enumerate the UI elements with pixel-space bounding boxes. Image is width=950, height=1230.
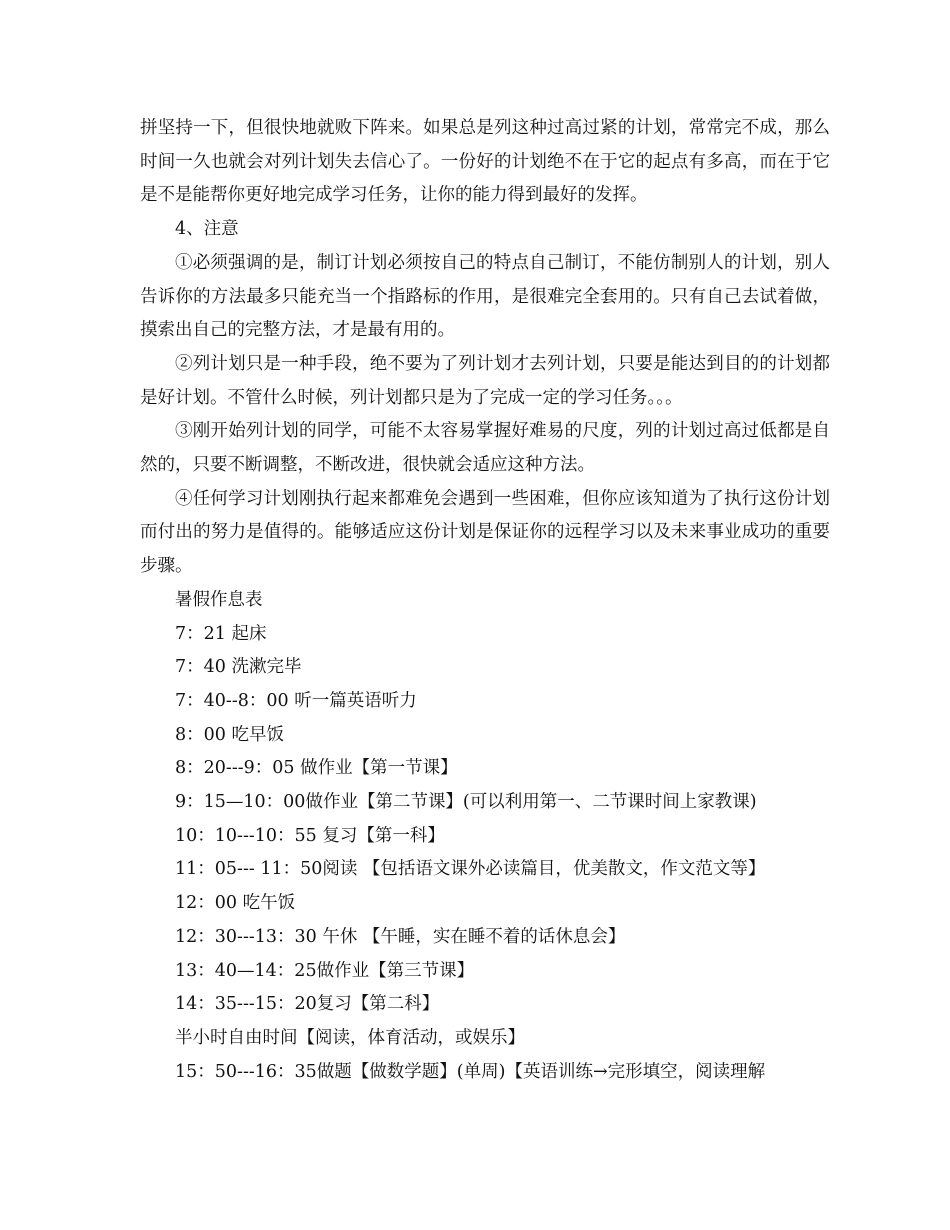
schedule-line: 10：10---10：55 复习【第一科】: [175, 825, 445, 846]
note-paragraph-1: ①必须强调的是，制订计划必须按自己的特点自己制订，不能仿制别人的计划，别人告诉你的方法最多只能充当一个指路标的作用，是很难完全套用的。只有自己去试着做，摸索出自己的完整方法，才是最有用的。: [140, 252, 830, 341]
schedule-line: 11：05--- 11：50阅读 【包括语文课外必读篇目，优美散文，作文范文等】: [175, 859, 766, 880]
schedule-line: 半小时自由时间【阅读，体育活动，或娱乐】: [175, 1027, 525, 1048]
schedule-line: 7：40--8：00 听一篇英语听力: [175, 690, 417, 711]
schedule-line: 12：30---13：30 午休 【午睡，实在睡不着的话休息会】: [175, 926, 626, 947]
schedule-title: 暑假作息表: [175, 589, 263, 610]
note-paragraph-2: ②列计划只是一种手段，绝不要为了列计划才去列计划，只要是能达到目的的计划都是好计划。不管什么时候，列计划都只是为了完成一定的学习任务。。。: [140, 353, 830, 408]
note-paragraph-4: ④任何学习计划刚执行起来都难免会遇到一些困难，但你应该知道为了执行这份计划而付出的努力是值得的。能够适应这份计划是保证你的远程学习以及未来事业成功的重要步骤。: [140, 488, 830, 577]
continuation-paragraph: 拼坚持一下，但很快地就败下阵来。如果总是列这种过高过紧的计划，常常完不成，那么时间一久也就会对列计划失去信心了。一份好的计划绝不在于它的起点有多高，而在于它是不是能帮你更好地完成学习任务，让你的能力得到最好的发挥。: [140, 118, 830, 206]
schedule-line: 12：00 吃午饭: [175, 893, 296, 914]
schedule-line: 15：50---16：35做题【做数学题】(单周)【英语训练→完形填空，阅读理解: [175, 1061, 766, 1082]
note-paragraph-3: ③刚开始列计划的同学，可能不太容易掌握好难易的尺度，列的计划过高过低都是自然的，只要不断调整，不断改进，很快就会适应这种方法。: [140, 421, 830, 476]
schedule-line: 9：15—10：00做作业【第二节课】(可以利用第一、二节课时间上家教课): [175, 792, 757, 813]
schedule-line: 7：40 洗漱完毕: [175, 657, 302, 678]
schedule-line: 8：00 吃早饭: [175, 724, 284, 745]
document-body: [140, 112, 830, 1089]
schedule-line: 14：35---15：20复习【第二科】: [175, 994, 440, 1015]
section-heading: 4、注意: [175, 219, 239, 240]
schedule-line: 13：40—14：25做作业【第三节课】: [175, 960, 475, 981]
schedule-line: 8：20---9：05 做作业【第一节课】: [175, 758, 458, 779]
schedule-line: 7：21 起床: [175, 623, 267, 644]
